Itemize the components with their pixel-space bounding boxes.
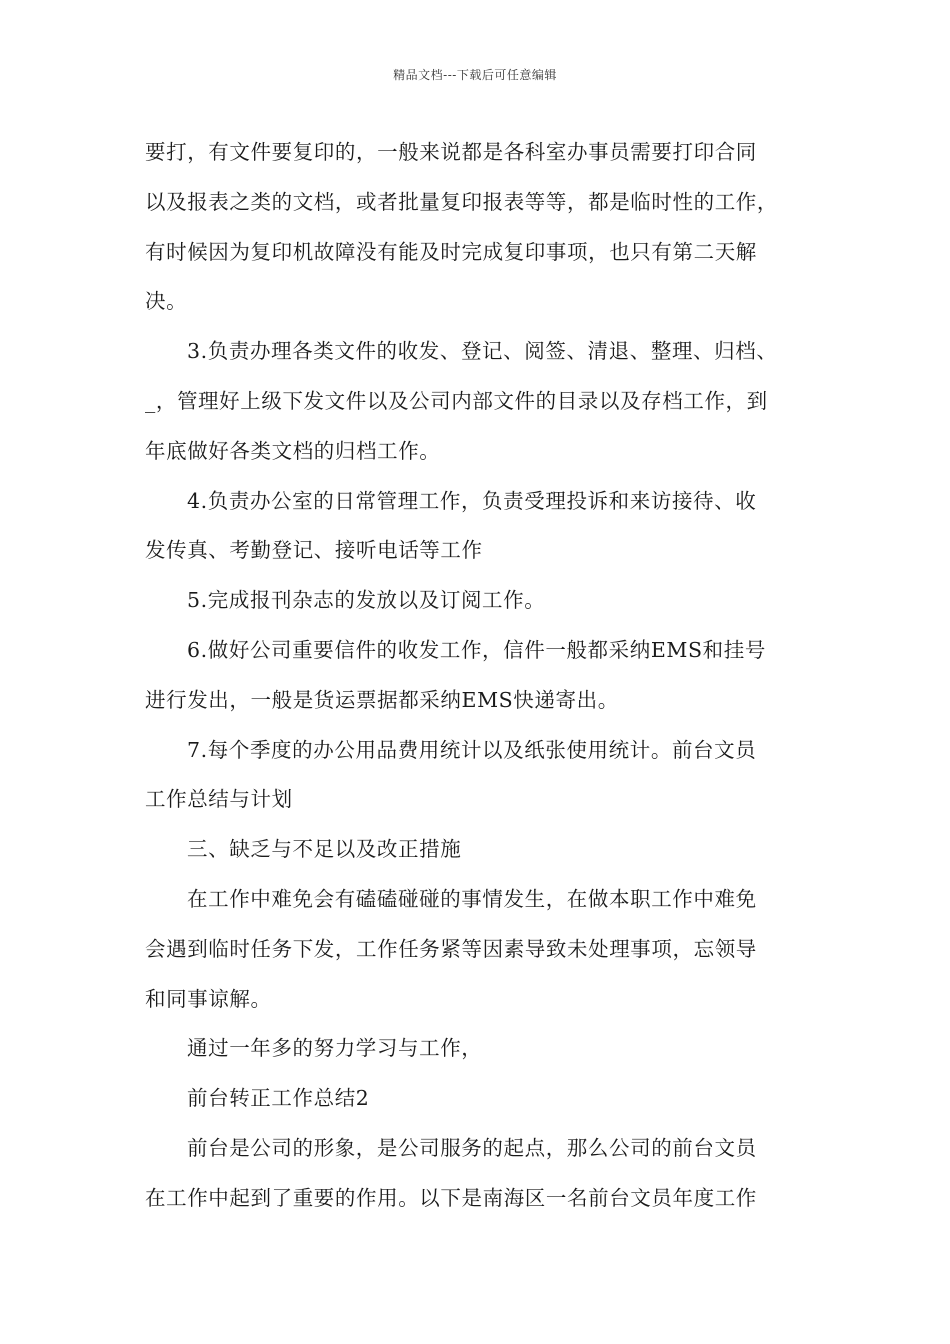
- text-line: 年底做好各类文档的归档工作。: [145, 438, 441, 463]
- document-body: [145, 128, 810, 1224]
- paragraph-start: 前台是公司的形象，是公司服务的起点，那么公司的前台文员: [187, 1135, 757, 1160]
- text-line: 决。: [145, 289, 188, 314]
- text-line: 进行发出，一般是货运票据都采纳EMS快递寄出。: [145, 687, 619, 712]
- list-item-5: 5.完成报刊杂志的发放以及订阅工作。: [187, 588, 546, 613]
- list-item-6: 6.做好公司重要信件的收发工作，信件一般都采纳EMS和挂号: [187, 637, 766, 662]
- text-line: 有时候因为复印机故障没有能及时完成复印事项，也只有第二天解: [145, 239, 757, 264]
- text-line: 在工作中起到了重要的作用。以下是南海区一名前台文员年度工作: [145, 1185, 757, 1210]
- paragraph-start: 在工作中难免会有磕磕碰碰的事情发生，在做本职工作中难免: [187, 886, 757, 911]
- text-line: 和同事谅解。: [145, 986, 272, 1011]
- text-line: 以及报表之类的文档，或者批量复印报表等等，都是临时性的工作，: [145, 189, 778, 214]
- section-heading: 三、缺乏与不足以及改正措施: [187, 837, 462, 862]
- list-item-3: 3.负责办理各类文件的收发、登记、阅签、清退、整理、归档、: [187, 339, 778, 364]
- section-title: 前台转正工作总结2: [187, 1086, 370, 1111]
- text-line: _，管理好上级下发文件以及公司内部文件的目录以及存档工作，到: [145, 388, 768, 413]
- page-header: 精品文档---下载后可任意编辑: [393, 68, 557, 82]
- paragraph-start: 通过一年多的努力学习与工作，: [187, 1036, 483, 1061]
- text-line: 会遇到临时任务下发，工作任务紧等因素导致未处理事项，忘领导: [145, 936, 757, 961]
- text-line: 工作总结与计划: [145, 787, 293, 812]
- text-line: 发传真、考勤登记、接听电话等工作: [145, 538, 483, 563]
- text-line: 要打，有文件要复印的，一般来说都是各科室办事员需要打印合同: [145, 140, 757, 164]
- list-item-7: 7.每个季度的办公用品费用统计以及纸张使用统计。前台文员: [187, 737, 757, 762]
- list-item-4: 4.负责办公室的日常管理工作，负责受理投诉和来访接待、收: [187, 488, 757, 513]
